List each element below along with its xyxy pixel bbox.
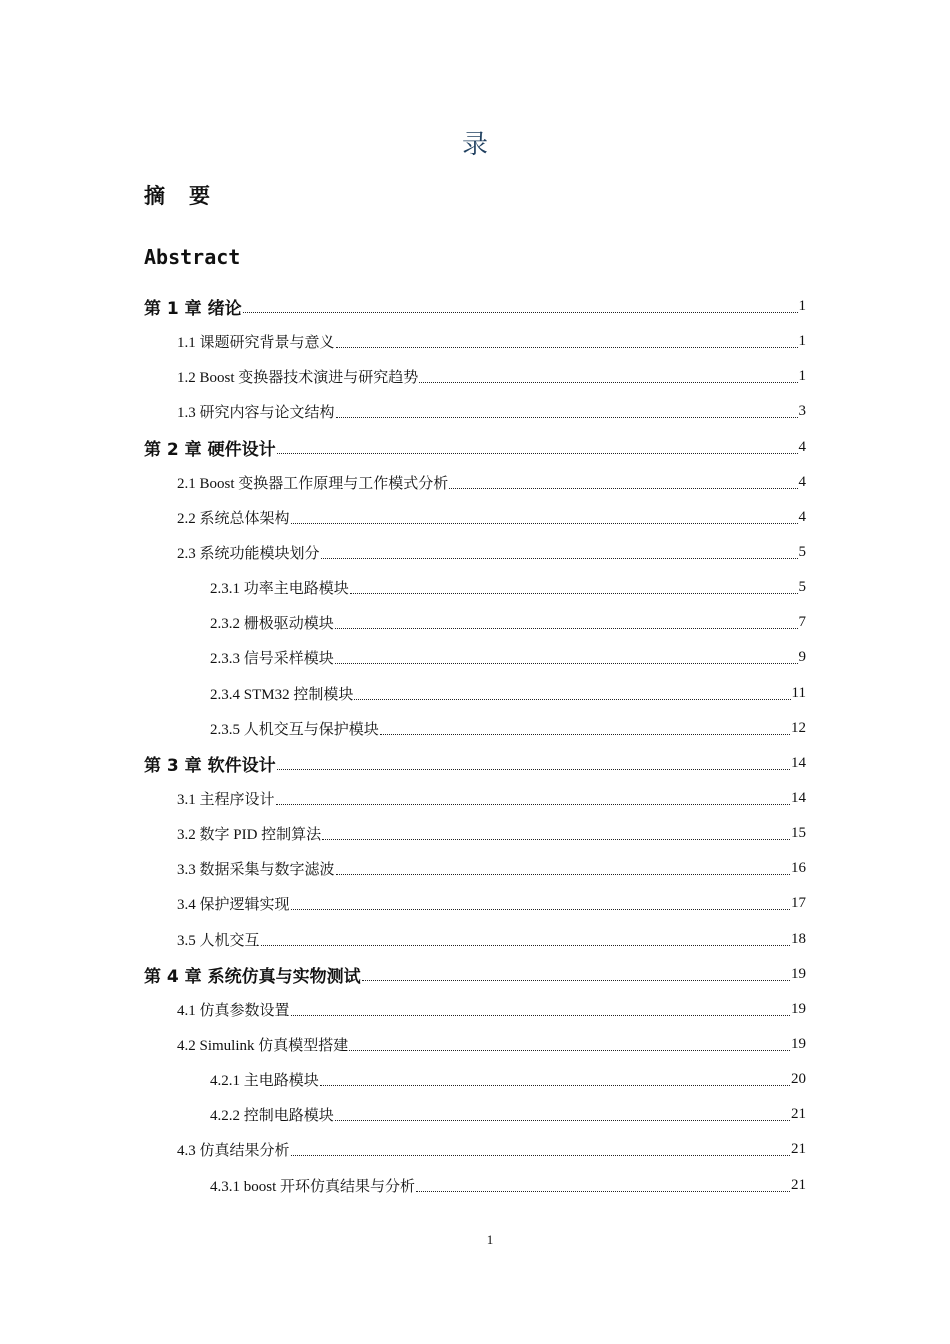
toc-section-entry[interactable] <box>0 500 806 535</box>
toc-section-entry[interactable] <box>0 359 806 394</box>
toc-dot-leader <box>350 593 798 594</box>
toc-subsection-entry[interactable] <box>0 1062 806 1097</box>
toc-entry-title: 4.2 Simulink 仿真模型搭建 <box>177 1038 349 1055</box>
toc-dot-leader <box>336 417 798 418</box>
toc-page-number: 19 <box>791 1036 806 1053</box>
toc-entry-title: 2.3.5 人机交互与保护模块 <box>210 721 379 738</box>
toc-page-number: 7 <box>798 614 806 631</box>
toc-chapter-entry[interactable] <box>0 957 806 992</box>
toc-subsection-entry[interactable] <box>0 640 806 675</box>
toc-subsection-entry[interactable] <box>0 1168 806 1203</box>
toc-section-entry[interactable] <box>0 535 806 570</box>
toc-title: 录 <box>461 130 488 160</box>
toc-page-number: 21 <box>791 1176 806 1193</box>
toc-dot-leader <box>321 558 798 559</box>
toc-page-number: 4 <box>798 473 806 490</box>
toc-page-number: 1 <box>798 298 806 315</box>
toc-dot-leader <box>362 980 790 981</box>
toc-page-number: 12 <box>791 719 806 736</box>
toc-section-entry[interactable] <box>0 886 806 921</box>
toc-entry-title: 4.1 仿真参数设置 <box>177 1002 290 1019</box>
toc-page-number: 16 <box>791 860 806 877</box>
toc-entry-title: 3.3 数据采集与数字滤波 <box>177 862 335 879</box>
toc-entry-title: 2.3.1 功率主电路模块 <box>210 581 349 598</box>
toc-dot-leader <box>277 453 798 454</box>
toc-page-number: 18 <box>791 930 806 947</box>
toc-dot-leader <box>277 769 790 770</box>
toc-dot-leader <box>322 839 790 840</box>
toc-section-entry[interactable] <box>0 816 806 851</box>
toc-section-entry[interactable] <box>0 922 806 957</box>
toc-page-number: 5 <box>798 579 806 596</box>
toc-section-entry[interactable] <box>0 394 806 429</box>
toc-dot-leader <box>320 1085 790 1086</box>
toc-chapter-entry[interactable] <box>0 430 806 465</box>
toc-entry-title: 1.1 课题研究背景与意义 <box>177 335 335 352</box>
toc-dot-leader <box>335 663 798 664</box>
toc-entry-title: 2.3.4 STM32 控制模块 <box>210 686 354 703</box>
toc-entry-title: 2.1 Boost 变换器工作原理与工作模式分析 <box>177 475 449 492</box>
toc-entry-title: 4.2.2 控制电路模块 <box>210 1108 334 1125</box>
toc-dot-leader <box>380 734 790 735</box>
toc-page-number: 11 <box>791 684 806 701</box>
toc-dot-leader <box>336 874 790 875</box>
toc-section-entry[interactable] <box>0 781 806 816</box>
toc-page-number: 1 <box>798 368 806 385</box>
toc-page-number: 3 <box>798 403 806 420</box>
toc-page-number: 19 <box>791 1000 806 1017</box>
toc-entry-title: 第 1 章 绪论 <box>144 299 242 320</box>
toc-dot-leader <box>291 1155 790 1156</box>
toc-entry-title: 3.1 主程序设计 <box>177 792 275 809</box>
abstract-zh-heading: 摘要 <box>144 184 234 208</box>
toc-entry-title: 2.3 系统功能模块划分 <box>177 546 320 563</box>
toc-section-entry[interactable] <box>0 1027 806 1062</box>
toc-section-entry[interactable] <box>0 324 806 359</box>
toc-subsection-entry[interactable] <box>0 1097 806 1132</box>
toc-page-number: 14 <box>791 754 806 771</box>
toc-entry-title: 3.2 数字 PID 控制算法 <box>177 827 322 844</box>
toc-entry-title: 1.2 Boost 变换器技术演进与研究趋势 <box>177 370 419 387</box>
toc-page-number: 21 <box>791 1106 806 1123</box>
toc-chapter-entry[interactable] <box>0 746 806 781</box>
toc-section-entry[interactable] <box>0 465 806 500</box>
toc-section-entry[interactable] <box>0 851 806 886</box>
toc-entry-title: 4.3.1 boost 开环仿真结果与分析 <box>210 1178 416 1195</box>
table-of-contents <box>0 289 950 1203</box>
toc-dot-leader <box>243 312 798 313</box>
toc-page-number: 1 <box>798 333 806 350</box>
toc-dot-leader <box>349 1050 790 1051</box>
toc-dot-leader <box>416 1191 790 1192</box>
toc-entry-title: 4.2.1 主电路模块 <box>210 1073 319 1090</box>
toc-dot-leader <box>449 488 797 489</box>
toc-page-number: 14 <box>791 790 806 807</box>
toc-entry-title: 2.3.2 栅极驱动模块 <box>210 616 334 633</box>
toc-entry-title: 第 2 章 硬件设计 <box>144 439 276 460</box>
toc-dot-leader <box>419 382 797 383</box>
toc-dot-leader <box>354 699 790 700</box>
toc-page-number: 21 <box>791 1141 806 1158</box>
toc-subsection-entry[interactable] <box>0 676 806 711</box>
toc-page-number: 4 <box>798 508 806 525</box>
toc-section-entry[interactable] <box>0 1132 806 1167</box>
toc-page-number: 20 <box>791 1071 806 1088</box>
toc-entry-title: 1.3 研究内容与论文结构 <box>177 405 335 422</box>
toc-entry-title: 第 3 章 软件设计 <box>144 755 276 776</box>
toc-page-number: 15 <box>791 825 806 842</box>
toc-dot-leader <box>291 909 790 910</box>
toc-dot-leader <box>336 347 798 348</box>
toc-entry-title: 3.4 保护逻辑实现 <box>177 897 290 914</box>
toc-dot-leader <box>291 1015 790 1016</box>
toc-dot-leader <box>335 1120 790 1121</box>
toc-dot-leader <box>261 945 790 946</box>
toc-page-number: 5 <box>798 544 806 561</box>
page-number: 1 <box>486 1232 494 1247</box>
toc-subsection-entry[interactable] <box>0 711 806 746</box>
toc-page-number: 9 <box>798 649 806 666</box>
toc-entry-title: 3.5 人机交互 <box>177 932 260 949</box>
toc-section-entry[interactable] <box>0 992 806 1027</box>
toc-page-number: 19 <box>791 965 806 982</box>
toc-subsection-entry[interactable] <box>0 605 806 640</box>
toc-dot-leader <box>291 523 798 524</box>
toc-page-number: 4 <box>798 438 806 455</box>
abstract-en-heading: Abstract <box>144 245 241 269</box>
toc-entry-title: 2.2 系统总体架构 <box>177 510 290 527</box>
toc-subsection-entry[interactable] <box>0 570 806 605</box>
toc-dot-leader <box>335 628 798 629</box>
toc-entry-title: 2.3.3 信号采样模块 <box>210 651 334 668</box>
toc-dot-leader <box>276 804 790 805</box>
toc-chapter-entry[interactable] <box>0 289 806 324</box>
toc-entry-title: 第 4 章 系统仿真与实物测试 <box>144 966 361 987</box>
toc-page-number: 17 <box>791 895 806 912</box>
toc-entry-title: 4.3 仿真结果分析 <box>177 1143 290 1160</box>
